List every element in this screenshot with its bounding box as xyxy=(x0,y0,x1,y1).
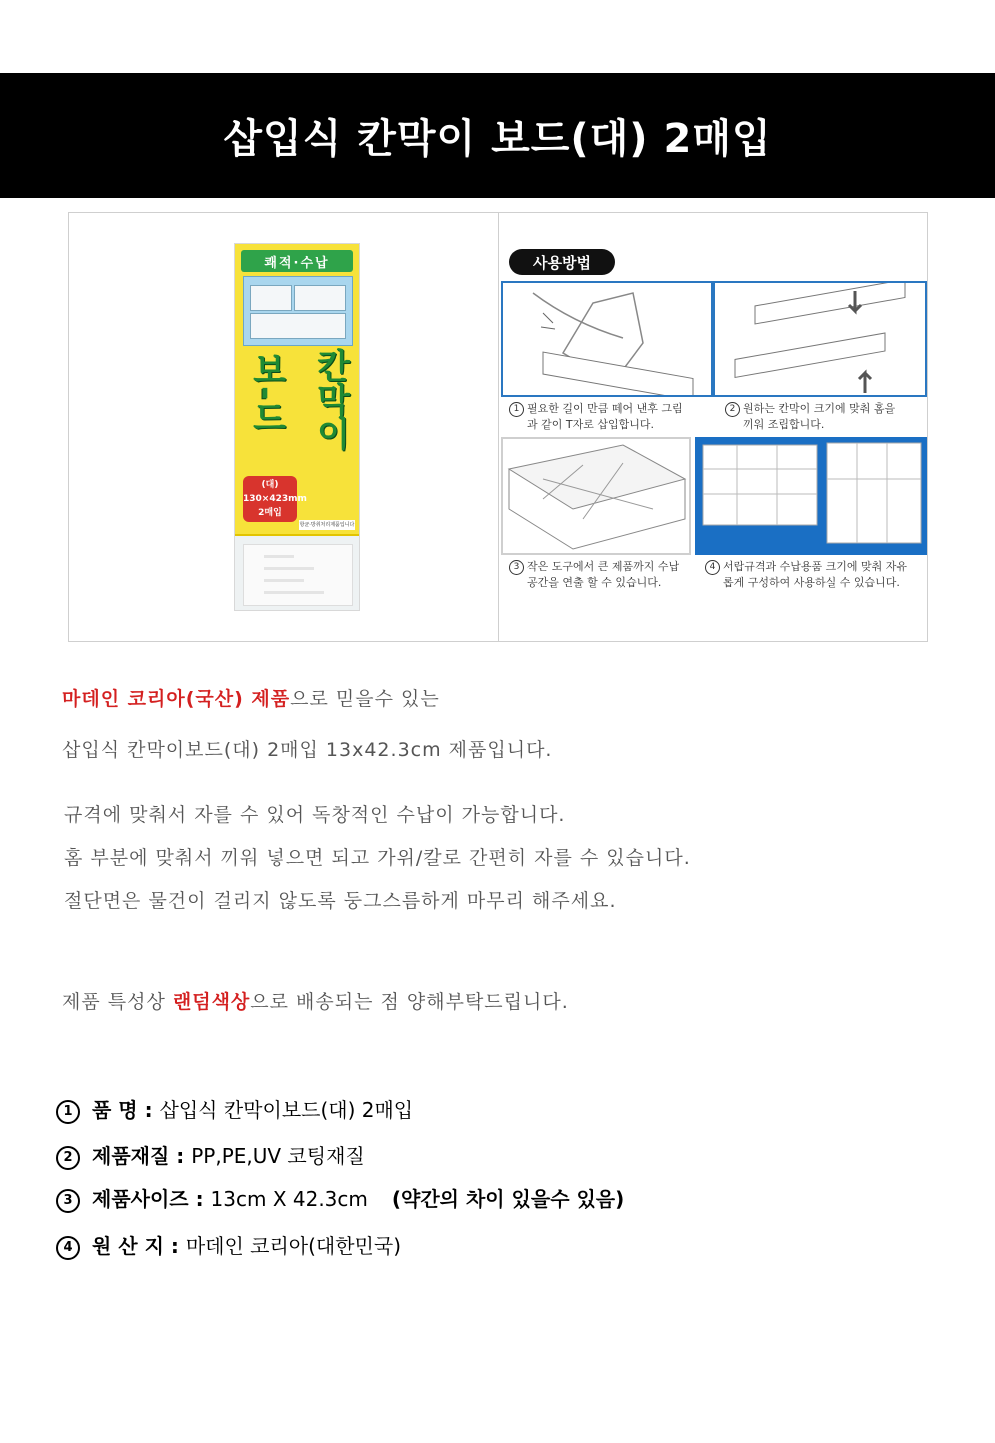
spec-number: 2 xyxy=(56,1146,80,1170)
step3-line1: 작은 도구에서 큰 제품까지 수납 xyxy=(527,560,680,573)
step4-number: 4 xyxy=(705,560,720,575)
feature-line: 규격에 맞춰서 자를 수 있어 독창적인 수납이 가능합니다. xyxy=(64,804,566,826)
step2-line1: 원하는 칸막이 크기에 맞춰 홈을 xyxy=(743,402,896,415)
step2-number: 2 xyxy=(725,402,740,417)
page-title: 삽입식 칸막이 보드(대) 2매입 xyxy=(223,116,772,162)
step4-line2: 롭게 구성하여 사용하실 수 있습니다. xyxy=(723,576,900,589)
notice-suffix: 으로 배송되는 점 양해부탁드립니다. xyxy=(250,991,569,1013)
product-image-panel xyxy=(68,212,928,642)
package-badge: 쾌적·수납 xyxy=(241,250,353,272)
size-count: 2매입 xyxy=(258,508,282,518)
spec-row-material xyxy=(56,1140,365,1170)
intro-line1-rest: 으로 믿을수 있는 xyxy=(290,688,440,710)
step2-illustration xyxy=(713,281,927,397)
hand-insert-illustration xyxy=(503,283,711,395)
spec-value: 13cm X 42.3cm xyxy=(210,1187,368,1211)
spec-number: 4 xyxy=(56,1236,80,1260)
usage-label: 사용방법 xyxy=(509,249,615,275)
spec-number: 1 xyxy=(56,1100,80,1124)
size-dims: 130×423mm xyxy=(243,494,307,504)
spec-note: (약간의 차이 있을수 있음) xyxy=(391,1187,625,1211)
step1-number: 1 xyxy=(509,402,524,417)
title-bar xyxy=(0,73,995,198)
step1-text xyxy=(509,401,709,433)
feature-line: 홈 부분에 맞춰서 끼워 넣으면 되고 가위/칼로 간편히 자를 수 있습니다. xyxy=(64,847,691,869)
package-photo xyxy=(243,276,353,346)
spec-label: 제품사이즈 : xyxy=(92,1187,204,1211)
spec-row-size xyxy=(56,1183,624,1213)
organizer-illustration xyxy=(697,439,925,553)
package-name-line2: 보-드 xyxy=(246,352,286,435)
spec-value: PP,PE,UV 코팅재질 xyxy=(191,1144,365,1168)
spec-label: 품 명 : xyxy=(92,1098,153,1122)
step1-line1: 필요한 길이 만큼 떼어 낸후 그림 xyxy=(527,402,683,415)
step3-line2: 공간을 연출 할 수 있습니다. xyxy=(527,576,662,589)
step1-line2: 과 같이 T자로 삽입합니다. xyxy=(527,418,654,431)
feature-line: 절단면은 물건이 걸리지 않도록 둥그스름하게 마무리 해주세요. xyxy=(64,890,617,912)
spec-row-name xyxy=(56,1094,413,1124)
notice-prefix: 제품 특성상 xyxy=(62,991,173,1013)
product-package xyxy=(234,243,360,611)
intro-line2: 삽입식 칸막이보드(대) 2매입 13x42.3cm 제품입니다. xyxy=(62,739,553,761)
notice-line xyxy=(62,987,569,1014)
package-cover xyxy=(235,244,359,536)
package-board-visible xyxy=(243,544,353,606)
spec-value: 삽입식 칸막이보드(대) 2매입 xyxy=(159,1098,414,1122)
spec-label: 원 산 지 : xyxy=(92,1234,179,1258)
package-strip: 항균·방취처리제품입니다 xyxy=(299,522,355,528)
step3-illustration xyxy=(501,437,691,555)
spec-number: 3 xyxy=(56,1189,80,1213)
spec-value: 마데인 코리아(대한민국) xyxy=(185,1234,401,1258)
step2-line2: 끼워 조립합니다. xyxy=(743,418,825,431)
package-name-line1: 칸막이 xyxy=(310,348,350,450)
package-size-badge xyxy=(243,476,307,522)
assemble-illustration xyxy=(715,283,925,395)
panel-divider xyxy=(498,213,499,641)
intro-highlight: 마데인 코리아(국산) 제품 xyxy=(62,688,291,710)
notice-highlight: 랜덤색상 xyxy=(172,991,251,1013)
intro-line1 xyxy=(62,684,440,711)
step1-illustration xyxy=(501,281,713,397)
spec-label: 제품재질 : xyxy=(92,1144,185,1168)
size-label: (대) xyxy=(261,480,279,490)
step4-line1: 서랍규격과 수납용품 크기에 맞춰 자유 xyxy=(723,560,908,573)
step3-number: 3 xyxy=(509,560,524,575)
drawer-illustration xyxy=(503,439,689,553)
step4-illustration xyxy=(695,437,927,555)
step2-text xyxy=(725,401,925,433)
step4-text xyxy=(705,559,927,591)
step3-text xyxy=(509,559,705,591)
spec-row-origin xyxy=(56,1230,401,1260)
